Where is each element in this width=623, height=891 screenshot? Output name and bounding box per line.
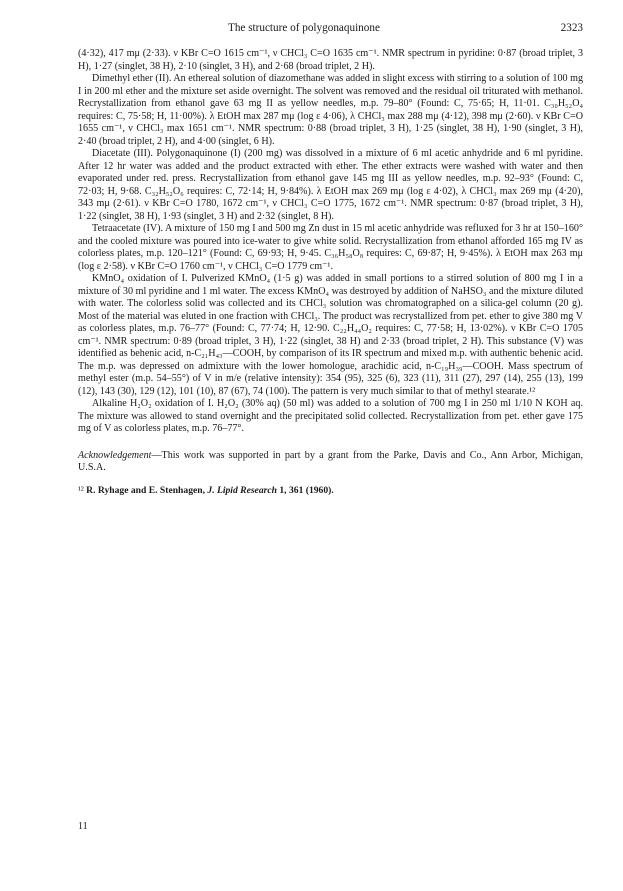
reference-rest: 361 (1960). bbox=[288, 484, 334, 496]
running-title: The structure of polygonaquinone bbox=[228, 22, 380, 34]
paragraph-tetraacetate: Tetraacetate (IV). A mixture of 150 mg I and 500 mg Zn dust in 15 ml acetic anhydride was refluxed for 3 hr at 150–160° and the cooled mixture was poured into ice-water to give white solid. Recrystallization from ethanol afforded 165 mg IV as colorless plates, m.p. 120–121° (Found: C, 69·93; H, 9·45. C₃₆H₅₈O₈ requires: C, 69·87; H, 9·45%). λ EtOH max 263 mμ (log ε 2·58). ν KBr C=O 1760 cm⁻¹, ν CHCl₃ C=O 1779 cm⁻¹. bbox=[78, 223, 583, 272]
article-body bbox=[78, 48, 583, 497]
reference-12 bbox=[78, 485, 583, 498]
acknowledgement-label: Acknowledgement bbox=[78, 449, 152, 461]
reference-journal: J. Lipid Research bbox=[207, 484, 277, 496]
paragraph-uv-nmr: (4·32), 417 mμ (2·33). ν KBr C=O 1615 cm⁻¹, ν CHCl₃ C=O 1635 cm⁻¹. NMR spectrum in pyridine: 0·87 (broad triplet, 3 H), 1·27 (singlet, 38 H), 2·10 (singlet, 3 H), and 2·68 (broad triplet, 2 H). bbox=[78, 48, 583, 72]
reference-volume: 1, bbox=[279, 484, 287, 496]
paragraph-diacetate: Diacetate (III). Polygonaquinone (I) (200 mg) was dissolved in a mixture of 6 ml acetic anhydride and 6 ml pyridine. After 12 hr water was added and the product extracted with ether. The ether extracts were washed with water and then evaporated under red. press. Recrystallization from ethanol gave 145 mg III as yellow needles, m.p. 92–93° (Found: C, 72·03; H, 9·68. C₃₂H₅₂O₆ requires: C, 72·14; H, 9·84%). λ EtOH max 269 mμ (log ε 4·02), λ CHCl₃ max 269 mμ (4·20), 343 mμ (2·61). ν KBr C=O 1780, 1672 cm⁻¹, ν CHCl₃ C=O 1775, 1672 cm⁻¹. NMR spectrum: 0·87 (broad triplet, 3 H), 1·22 (singlet, 38 H), 1·93 (singlet, 3 H) and 2·32 (singlet, 8 H). bbox=[78, 148, 583, 222]
paragraph-dimethyl-ether: Dimethyl ether (II). An ethereal solution of diazomethane was added in slight excess with stirring to a solution of 100 mg I in 200 ml ether and the mixture set aside overnight. The solvent was removed and the residual oil triturated with methanol. Recrystallization from ethanol gave 63 mg II as yellow needles, m.p. 79–80° (Found: C, 75·65; H, 11·01. C₃₀H₅₂O₄ requires: C, 75·58; H, 11·00%). λ EtOH max 287 mμ (log ε 4·06), λ CHCl₃ max 288 mμ (4·12), 398 mμ (2·60). ν KBr C=O 1655 cm⁻¹, ν CHCl₃ max 1651 cm⁻¹. NMR spectrum: 0·88 (broad triplet, 3 H), 1·25 (singlet, 38 H), 1·90 (singlet, 3 H), 2·40 (broad triplet, 2 H), and 4·00 (singlet, 6 H). bbox=[78, 73, 583, 147]
reference-authors: R. Ryhage and E. Stenhagen, bbox=[86, 484, 205, 496]
reference-marker: ¹² bbox=[78, 484, 84, 496]
page-number: 2323 bbox=[560, 22, 583, 34]
paragraph-kmno4-oxidation: KMnO₄ oxidation of I. Pulverized KMnO₄ (1·5 g) was added in small portions to a stirred solution of 800 mg I in a mixture of 30 ml pyridine and 1 ml water. The excess KMnO₄ was destroyed by addition of NaHSO₃ and the mixture diluted with water. The colorless solid was collected and its CHCl₃ solution was chromatographed on a silica-gel column (20 g). Most of the material was eluted in one fraction with CHCl₃. The product was recrystallized from pet. ether to give 380 mg V as colorless plates, m.p. 76–77° (Found: C, 77·74; H, 12·90. C₂₂H₄₄O₂ requires: C, 77·58; H, 13·02%). ν KBr C=O 1705 cm⁻¹. NMR spectrum: 0·89 (broad triplet, 3 H), 1·22 (singlet, 38 H) and 2·33 (broad triplet, 2 H). This substance (V) was identified as behenic acid, n-C₂₁H₄₃—COOH, by comparison of its IR spectrum and mixed m.p. with authentic behenic acid. The m.p. was depressed on admixture with the lower homologue, arachidic acid, n-C₁₉H₃₉—COOH. Mass spectrum of methyl ester (m.p. 54–55°) of V in m/e (relative intensity): 354 (95), 325 (6), 323 (11), 311 (27), 297 (14), 255 (13), 199 (12), 143 (30), 129 (12), 101 (10), 87 (67), 74 (100). The pattern is very much similar to that of methyl stearate.¹² bbox=[78, 273, 583, 397]
paragraph-h2o2-oxidation: Alkaline H₂O₂ oxidation of I. H₂O₂ (30% aq) (50 ml) was added to a solution of 700 mg I in 250 ml 1/10 N KOH aq. The mixture was allowed to stand overnight and the precipitated solid collected. Recrystallization from pet. ether gave 175 mg of V as colorless plates, m.p. 76–77°. bbox=[78, 398, 583, 434]
signature-mark: 11 bbox=[78, 821, 88, 832]
acknowledgement bbox=[78, 450, 583, 475]
running-header bbox=[78, 22, 583, 38]
acknowledgement-text: —This work was supported in part by a grant from the Parke, Davis and Co., Ann Arbor, Michigan, U.S.A. bbox=[78, 449, 583, 473]
